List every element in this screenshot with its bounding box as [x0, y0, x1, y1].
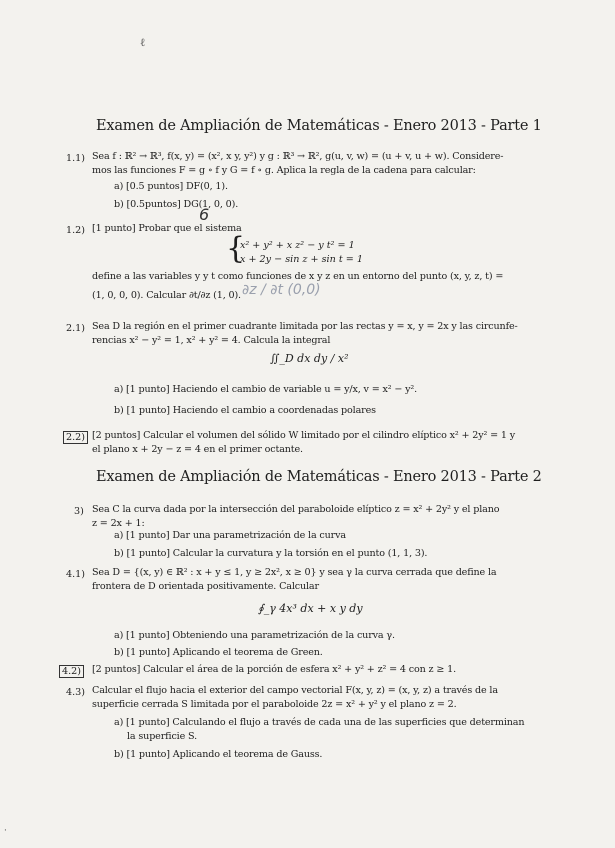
q3-part-b: b) [1 punto] Calcular la curvatura y la torsión en el punto (1, 1, 3). [114, 548, 428, 559]
q21-line2: rencias x² − y² = 1, x² + y² = 4. Calcula la integral [92, 334, 331, 346]
q21-text [92, 320, 518, 347]
system-eq2: x + 2y − sin z + sin t = 1 [240, 254, 363, 265]
q41-number: 4.1) [66, 569, 86, 580]
q21-integral: ∬_D dx dy / x² [270, 352, 349, 365]
q21-line1: Sea D la región en el primer cuadrante limitada por las rectas y = x, y = 2x y las circunfe- [92, 321, 518, 332]
q21-part-a: a) [1 punto] Haciendo el cambio de variable u = y/x, v = x² − y². [114, 384, 418, 395]
system-eq1: x² + y² + x z² − y t² = 1 [240, 240, 355, 251]
q43-number: 4.3) [66, 687, 86, 698]
q43-part-a-line1: a) [1 punto] Calculando el flujo a través de cada una de las superficies que determinan [114, 717, 525, 728]
q12-head: [1 punto] Probar que el sistema [92, 223, 242, 234]
q21-number: 2.1) [66, 323, 86, 334]
q42-text: [2 puntos] Calcular el área de la porción de esfera x² + y² + z² = 4 con z ≥ 1. [92, 664, 456, 675]
handwritten-6: 6 [199, 205, 210, 224]
q41-line1: Sea D = {(x, y) ∈ ℝ² : x + y ≤ 1, y ≥ 2x², x ≥ 0} y sea γ la curva cerrada que define la [92, 567, 497, 578]
q43-part-a-line2: la superficie S. [127, 730, 198, 742]
q41-text [92, 566, 496, 593]
q43-part-b: b) [1 punto] Aplicando el teorema de Gauss. [114, 749, 323, 760]
q12-number: 1.2) [66, 225, 86, 236]
q22-text [92, 429, 515, 456]
q41-part-a: a) [1 punto] Obteniendo una parametrización de la curva γ. [114, 630, 395, 641]
part2-title: Examen de Ampliación de Matemáticas - Enero 2013 - Parte 2 [96, 469, 542, 485]
q22-number: 2.2) [66, 432, 88, 443]
q11-part-b: b) [0.5puntos] DG(1, 0, 0). [114, 199, 239, 210]
q22-line2: el plano x + 2y − z = 4 en el primer octante. [92, 443, 303, 455]
q43-text [92, 684, 498, 711]
q41-integral: ∮_γ 4x³ dx + x y dy [258, 602, 363, 615]
q41-line2: frontera de D orientada positivamente. Calcular [92, 580, 319, 592]
q11-text [92, 150, 503, 177]
ink-mark: ℓ [140, 36, 146, 49]
q11-part-a: a) [0.5 puntos] DF(0, 1). [114, 181, 228, 192]
scan-mark: · [4, 826, 7, 836]
q3-line2: z = 2x + 1: [92, 517, 145, 529]
q43-line2: superficie cerrada S limitada por el paraboloide 2z = x² + y² y el plano z = 2. [92, 698, 457, 710]
handwritten-annotation: ∂z / ∂t (0,0) [242, 282, 321, 298]
q12-line1: define a las variables y y t como funciones de x y z en un entorno del punto (x, y, z, t) = [92, 271, 504, 282]
q22-line1: [2 puntos] Calcular el volumen del sólido W limitado por el cilindro elíptico x² + 2y² = 1 y [92, 430, 515, 441]
q43-line1: Calcular el flujo hacia el exterior del campo vectorial F(x, y, z) = (x, y, z) a través de la [92, 685, 498, 696]
part1-title: Examen de Ampliación de Matemáticas - Enero 2013 - Parte 1 [96, 118, 542, 134]
q21-part-b: b) [1 punto] Haciendo el cambio a coordenadas polares [114, 405, 376, 416]
system-brace: { [226, 231, 246, 266]
q11-line1: Sea f : ℝ² → ℝ³, f(x, y) = (x², x y, y²) y g : ℝ³ → ℝ², g(u, v, w) = (u + v, u + w). Considere- [92, 151, 504, 162]
q41-part-b: b) [1 punto] Aplicando el teorema de Green. [114, 647, 323, 658]
q42-number: 4.2) [62, 666, 84, 677]
q3-text [92, 503, 499, 530]
q12-line2: (1, 0, 0, 0). Calcular ∂t/∂z (1, 0). [92, 289, 241, 301]
q43-part-a [114, 716, 524, 743]
q3-part-a: a) [1 punto] Dar una parametrización de la curva [114, 530, 346, 541]
q3-number: 3) [74, 506, 84, 517]
q11-line2: mos las funciones F = g ∘ f y G = f ∘ g. Aplica la regla de la cadena para calcular: [92, 164, 476, 176]
q3-line1: Sea C la curva dada por la intersección del paraboloide elíptico z = x² + 2y² y el plano [92, 504, 500, 515]
q11-number: 1.1) [66, 153, 86, 164]
